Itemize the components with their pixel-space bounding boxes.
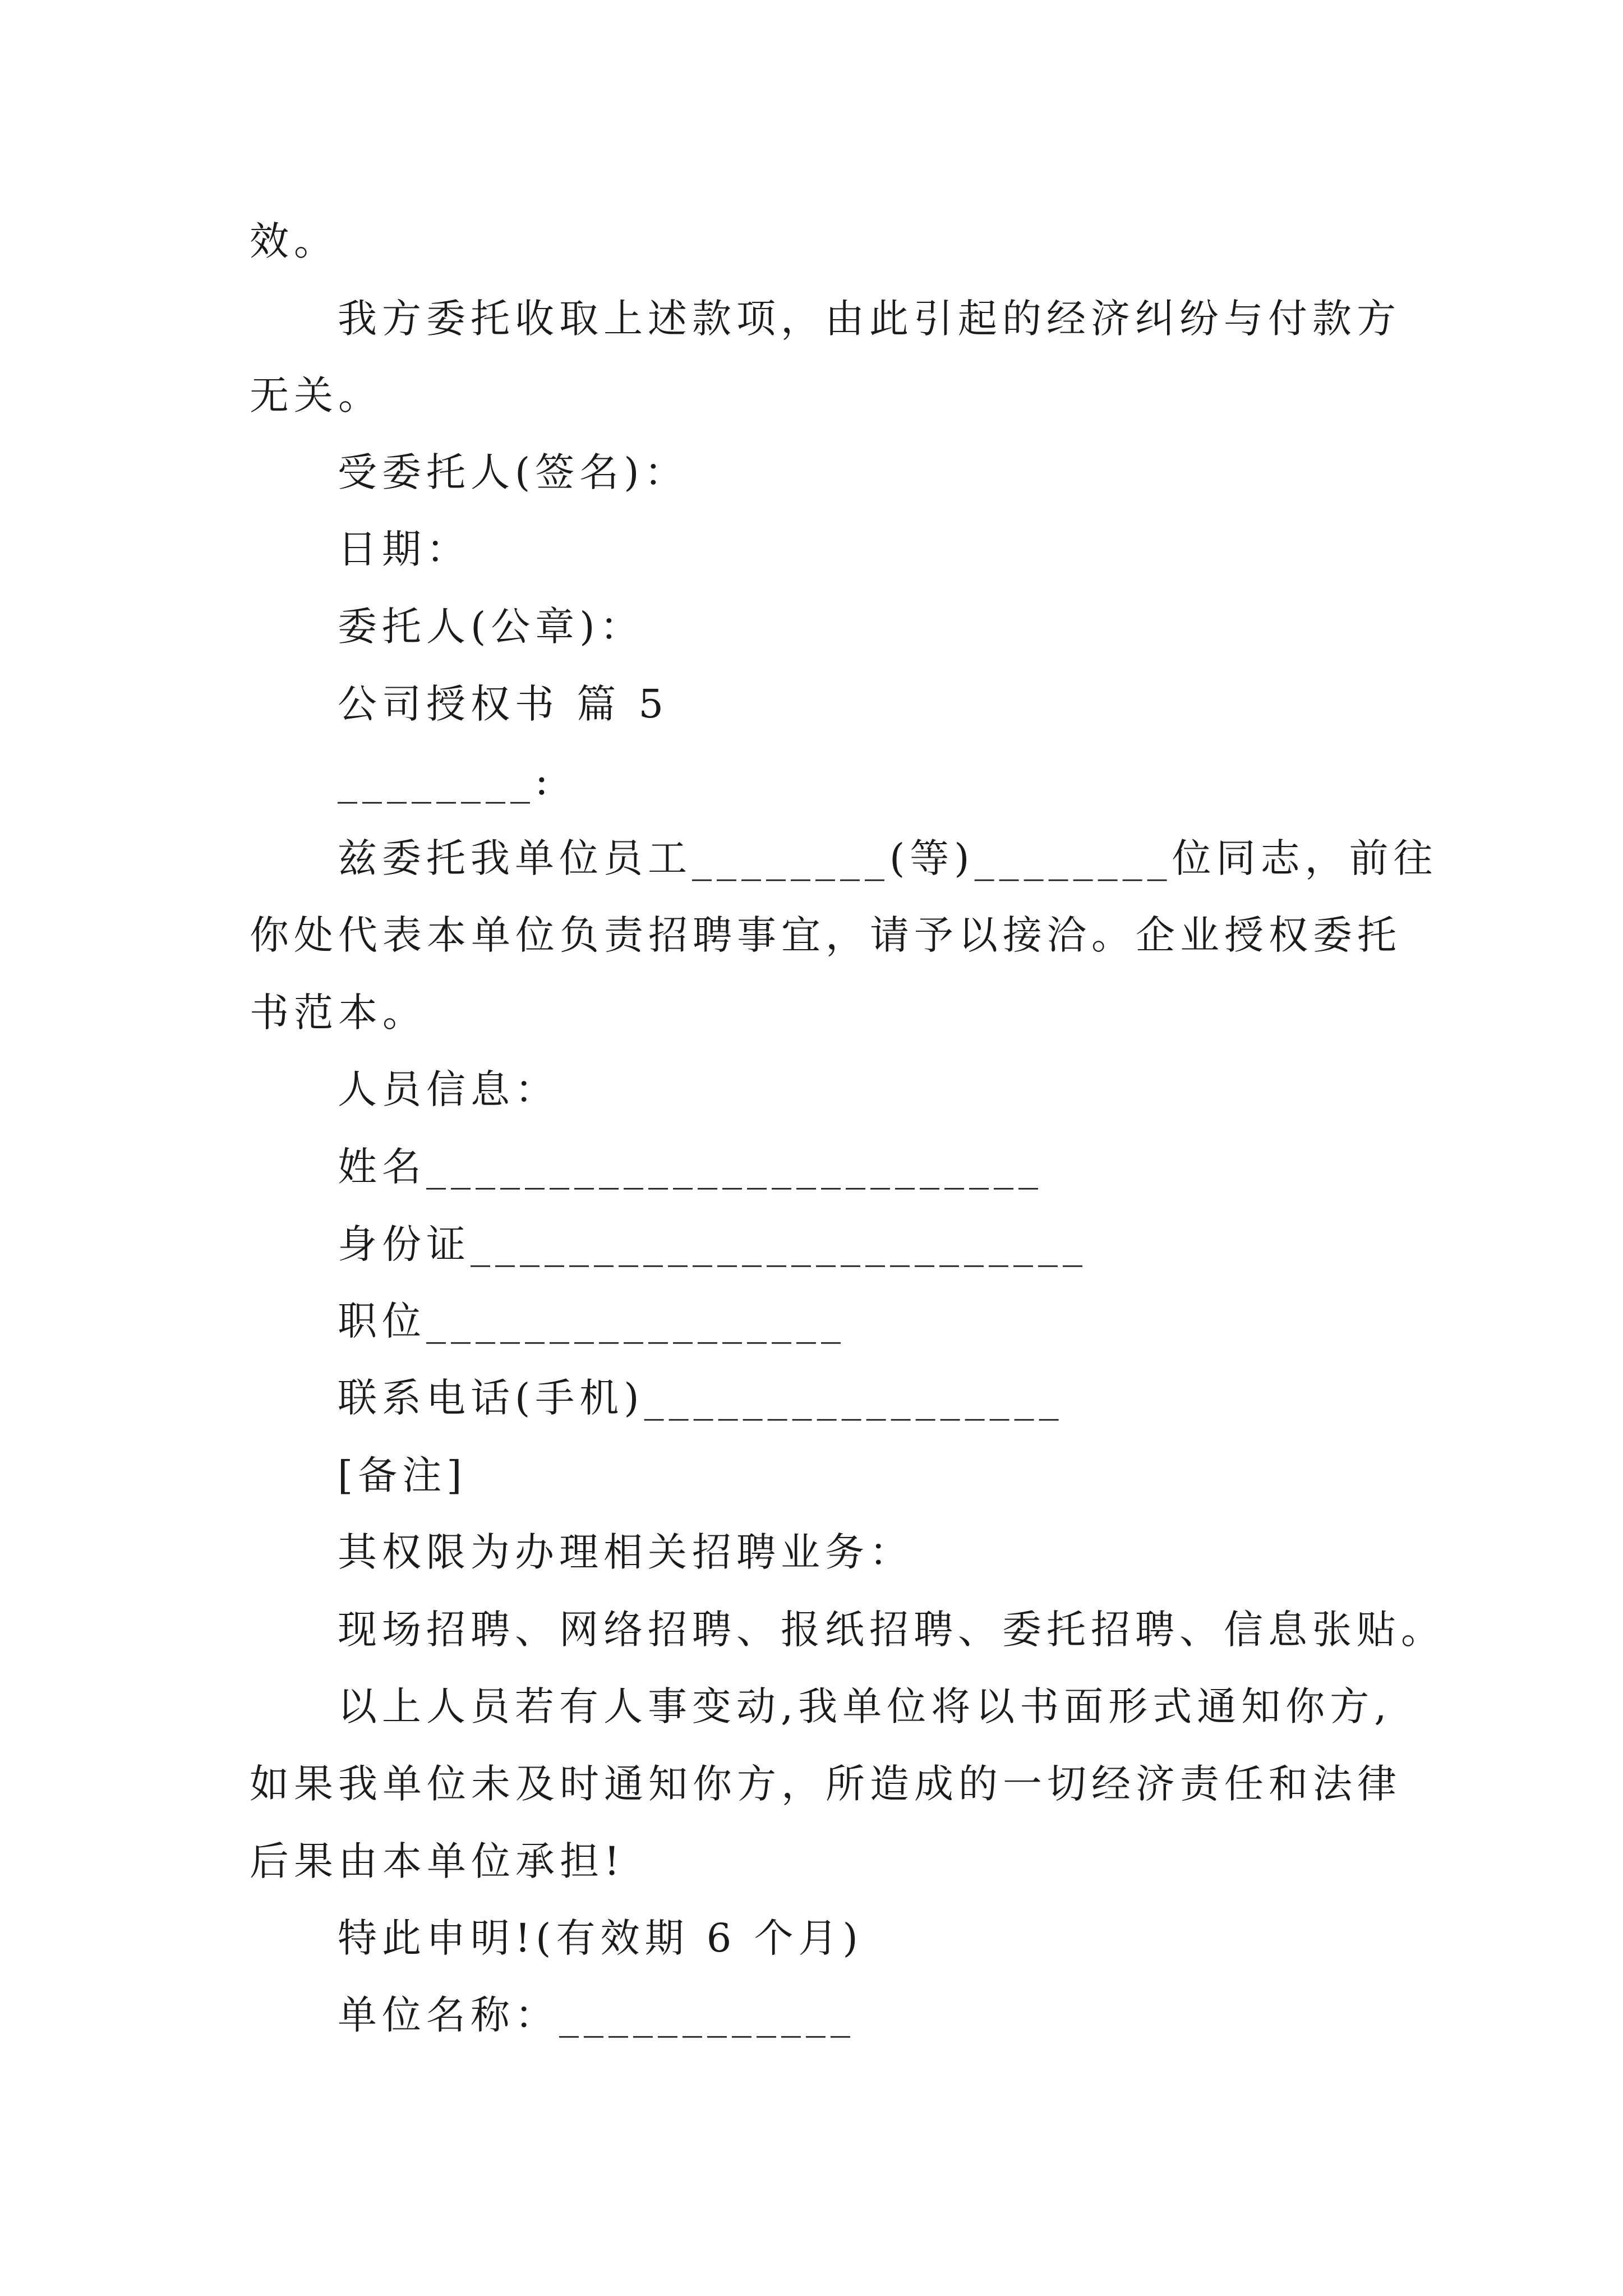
text-line: 受委托人(签名)： xyxy=(338,449,689,495)
text-line: 你处代表本单位负责招聘事宜，请予以接洽。企业授权委托 xyxy=(250,912,1401,958)
text-line: 书范本。 xyxy=(250,990,427,1036)
text-line: 以上人员若有人事变动,我单位将以书面形式通知你方, xyxy=(338,1683,1392,1729)
form-field-position: 职位_________________ xyxy=(338,1298,846,1344)
text-line: 无关。 xyxy=(250,372,382,418)
text-line: ________: xyxy=(338,758,554,804)
text-line: 后果由本单位承担! xyxy=(250,1838,625,1884)
text-line: 委托人(公章)： xyxy=(338,604,644,650)
text-line: 特此申明!(有效期 6 个月) xyxy=(338,1915,863,1961)
text-line: 人员信息： xyxy=(338,1066,559,1112)
text-line: 效。 xyxy=(250,218,338,264)
text-line: 日期： xyxy=(338,526,471,572)
text-line: 其权限为办理相关招聘业务： xyxy=(338,1529,914,1575)
form-field-phone: 联系电话(手机)_________________ xyxy=(338,1375,1064,1421)
text-line: 兹委托我单位员工________(等)________位同志，前往 xyxy=(338,835,1438,881)
form-field-name: 姓名_________________________ xyxy=(338,1144,1043,1190)
text-line: [备注] xyxy=(338,1452,467,1498)
text-line: 现场招聘、网络招聘、报纸招聘、委托招聘、信息张贴。 xyxy=(338,1607,1445,1653)
form-field-unit-name: 单位名称：____________ xyxy=(338,1992,855,2038)
text-line: 如果我单位未及时通知你方，所造成的一切经济责任和法律 xyxy=(250,1761,1401,1807)
section-heading: 公司授权书 篇 5 xyxy=(338,681,669,727)
text-line: 我方委托收取上述款项，由此引起的经济纠纷与付款方 xyxy=(338,296,1401,342)
form-field-id: 身份证_________________________ xyxy=(338,1221,1087,1267)
